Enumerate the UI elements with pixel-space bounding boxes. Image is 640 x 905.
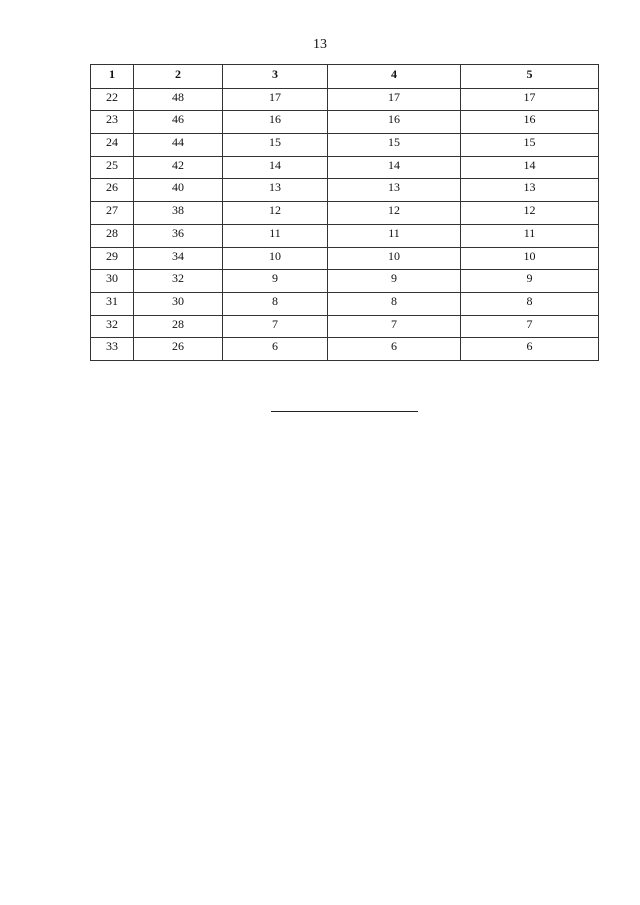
end-divider-line bbox=[271, 411, 418, 412]
table-cell: 28 bbox=[91, 224, 134, 247]
table-cell: 17 bbox=[328, 88, 461, 111]
table-cell: 9 bbox=[223, 270, 328, 293]
table-row bbox=[91, 224, 599, 247]
table-cell: 16 bbox=[328, 111, 461, 134]
table-cell: 15 bbox=[328, 134, 461, 157]
table-cell: 8 bbox=[461, 292, 599, 315]
table-cell: 15 bbox=[461, 134, 599, 157]
table-cell: 11 bbox=[328, 224, 461, 247]
table-cell: 6 bbox=[461, 338, 599, 361]
table-cell: 9 bbox=[461, 270, 599, 293]
table-cell: 11 bbox=[223, 224, 328, 247]
table-cell: 8 bbox=[223, 292, 328, 315]
table-cell: 30 bbox=[134, 292, 223, 315]
table-cell: 7 bbox=[223, 315, 328, 338]
table-cell: 29 bbox=[91, 247, 134, 270]
table-cell: 6 bbox=[223, 338, 328, 361]
column-header: 2 bbox=[134, 65, 223, 89]
table-cell: 14 bbox=[223, 156, 328, 179]
table-cell: 38 bbox=[134, 202, 223, 225]
table-cell: 40 bbox=[134, 179, 223, 202]
table-cell: 12 bbox=[223, 202, 328, 225]
table-row bbox=[91, 247, 599, 270]
table-cell: 24 bbox=[91, 134, 134, 157]
table-cell: 28 bbox=[134, 315, 223, 338]
table-cell: 31 bbox=[91, 292, 134, 315]
table-cell: 17 bbox=[461, 88, 599, 111]
table-row bbox=[91, 292, 599, 315]
column-header: 3 bbox=[223, 65, 328, 89]
table-row bbox=[91, 179, 599, 202]
table-cell: 13 bbox=[461, 179, 599, 202]
table-cell: 7 bbox=[328, 315, 461, 338]
table-cell: 10 bbox=[223, 247, 328, 270]
page-number: 13 bbox=[313, 37, 327, 52]
table-cell: 10 bbox=[461, 247, 599, 270]
data-table bbox=[90, 64, 599, 361]
table-body bbox=[91, 88, 599, 360]
table-cell: 44 bbox=[134, 134, 223, 157]
table-cell: 14 bbox=[328, 156, 461, 179]
table-cell: 16 bbox=[461, 111, 599, 134]
table-cell: 32 bbox=[91, 315, 134, 338]
table-row bbox=[91, 156, 599, 179]
table-cell: 48 bbox=[134, 88, 223, 111]
table-header-row bbox=[91, 65, 599, 89]
table-row bbox=[91, 202, 599, 225]
table-cell: 25 bbox=[91, 156, 134, 179]
table-cell: 8 bbox=[328, 292, 461, 315]
table-cell: 12 bbox=[461, 202, 599, 225]
table-cell: 32 bbox=[134, 270, 223, 293]
table-cell: 27 bbox=[91, 202, 134, 225]
table-cell: 36 bbox=[134, 224, 223, 247]
column-header: 5 bbox=[461, 65, 599, 89]
table-cell: 15 bbox=[223, 134, 328, 157]
table-cell: 6 bbox=[328, 338, 461, 361]
table-row bbox=[91, 315, 599, 338]
table-cell: 22 bbox=[91, 88, 134, 111]
table-cell: 26 bbox=[134, 338, 223, 361]
table-cell: 10 bbox=[328, 247, 461, 270]
table-cell: 42 bbox=[134, 156, 223, 179]
table-cell: 17 bbox=[223, 88, 328, 111]
column-header: 1 bbox=[91, 65, 134, 89]
table-row bbox=[91, 134, 599, 157]
table-cell: 33 bbox=[91, 338, 134, 361]
table-row bbox=[91, 111, 599, 134]
table-cell: 16 bbox=[223, 111, 328, 134]
table-cell: 9 bbox=[328, 270, 461, 293]
table-row bbox=[91, 270, 599, 293]
table-cell: 26 bbox=[91, 179, 134, 202]
table-row bbox=[91, 338, 599, 361]
table-cell: 13 bbox=[223, 179, 328, 202]
table-cell: 11 bbox=[461, 224, 599, 247]
table-cell: 46 bbox=[134, 111, 223, 134]
table-cell: 12 bbox=[328, 202, 461, 225]
table-cell: 13 bbox=[328, 179, 461, 202]
table-row bbox=[91, 88, 599, 111]
table-cell: 7 bbox=[461, 315, 599, 338]
table-cell: 34 bbox=[134, 247, 223, 270]
table-cell: 30 bbox=[91, 270, 134, 293]
table-cell: 23 bbox=[91, 111, 134, 134]
column-header: 4 bbox=[328, 65, 461, 89]
table-cell: 14 bbox=[461, 156, 599, 179]
